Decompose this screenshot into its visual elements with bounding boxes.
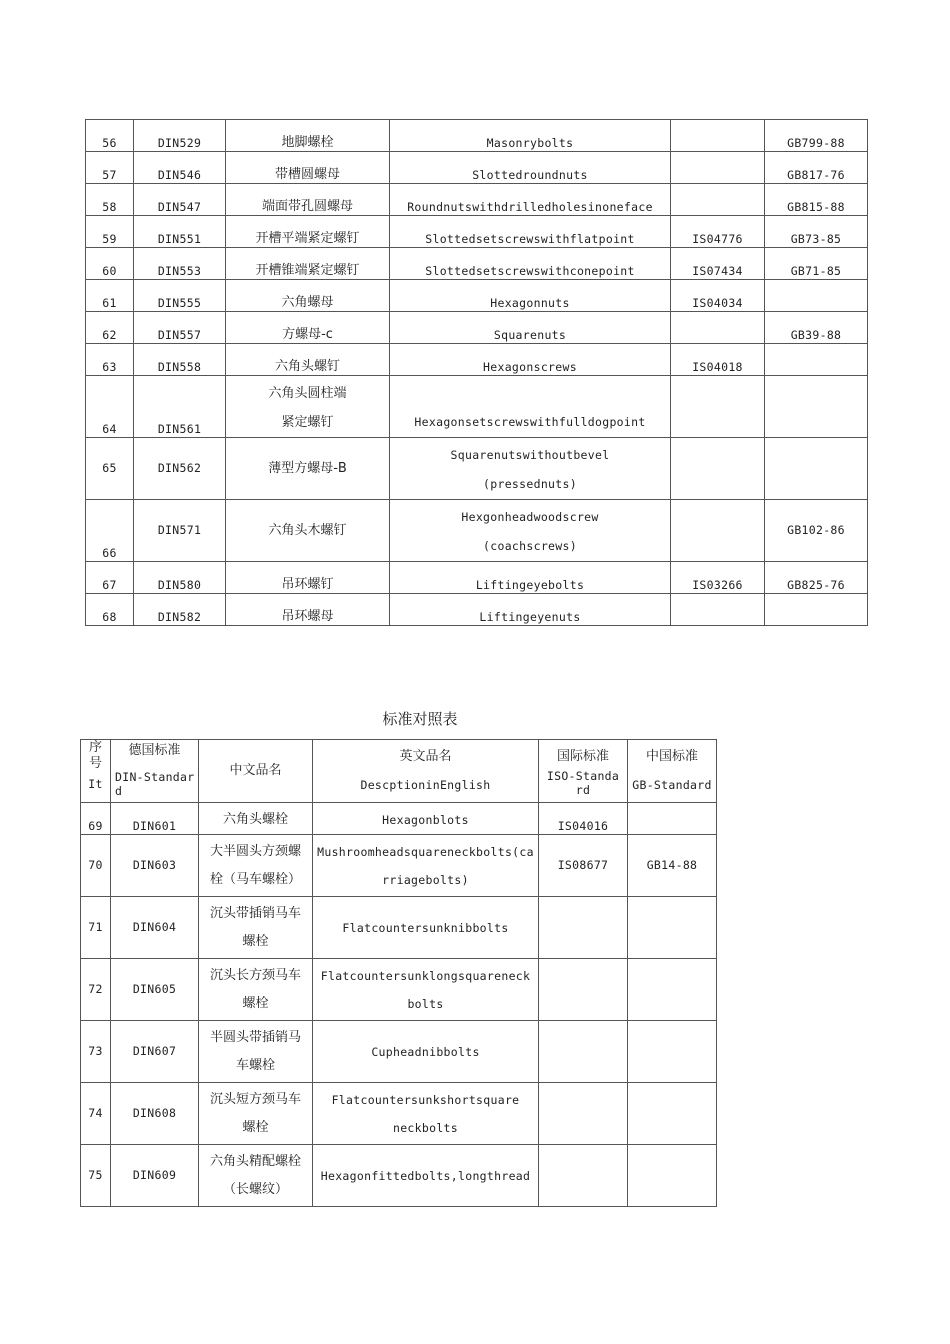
gb-standard: GB817-76: [765, 152, 868, 184]
din-standard: DIN608: [111, 1083, 199, 1145]
english-name: [313, 1083, 539, 1145]
table-row: [86, 152, 868, 184]
header-gb: [628, 740, 717, 803]
chinese-name-line: 沉头长方颈马车: [209, 967, 301, 983]
chinese-name-line: 栓（马车螺栓）: [209, 871, 301, 887]
table-row: [86, 184, 868, 216]
header-iso-en: ISO-Standard: [546, 769, 620, 797]
gb-standard: GB14-88: [628, 835, 717, 897]
din-standard: DIN580: [134, 562, 226, 594]
english-name-line: Hexagonsetscrewswithfulldogpoint: [414, 415, 646, 429]
iso-standard: [671, 594, 765, 626]
iso-standard: [671, 184, 765, 216]
row-no: 60: [86, 248, 134, 280]
gb-standard: GB825-76: [765, 562, 868, 594]
row-no: 73: [81, 1021, 111, 1083]
header-iso-cn: 国际标准: [556, 749, 609, 764]
table-row: [86, 438, 868, 500]
din-standard: DIN562: [134, 438, 226, 500]
english-name-line: Cupheadnibbolts: [371, 1044, 480, 1059]
chinese-name: [199, 897, 313, 959]
din-standard: DIN546: [134, 152, 226, 184]
chinese-name-line: 带槽圆螺母: [274, 167, 340, 183]
din-standard: DIN553: [134, 248, 226, 280]
chinese-name: [226, 500, 390, 562]
row-no: 61: [86, 280, 134, 312]
english-name: [390, 500, 671, 562]
english-name-line: bolts: [407, 996, 444, 1011]
header-no: [81, 740, 111, 803]
english-name-line: Masonrybolts: [486, 136, 574, 151]
english-name-line: Flatcountersunklongsquareneck: [320, 968, 531, 983]
chinese-name: [226, 438, 390, 500]
din-standard: DIN605: [111, 959, 199, 1021]
english-name: [313, 897, 539, 959]
chinese-name-line: 开槽锥端紧定螺钉: [255, 263, 360, 279]
table-row: [81, 1083, 717, 1145]
english-name-line: Slottedroundnuts: [472, 168, 588, 183]
row-no: 75: [81, 1145, 111, 1207]
row-no: 64: [86, 376, 134, 438]
chinese-name: [199, 1145, 313, 1207]
row-no: 69: [81, 803, 111, 835]
english-name-line: Mushroomheadsquareneckbolts(ca: [317, 844, 534, 859]
english-name-line: Slottedsetscrewswithconepoint: [425, 264, 635, 279]
din-standard: DIN582: [134, 594, 226, 626]
english-name-line: Liftingeyenuts: [479, 610, 581, 625]
iso-standard: [671, 120, 765, 152]
iso-standard: [539, 1145, 628, 1207]
standards-table-1-body: [86, 120, 868, 626]
chinese-name-line: 螺栓: [242, 995, 269, 1011]
gb-standard: GB102-86: [765, 500, 868, 562]
gb-standard: [628, 803, 717, 835]
table-row: [81, 803, 717, 835]
english-name: [390, 594, 671, 626]
chinese-name: [199, 1021, 313, 1083]
iso-standard: IS04034: [671, 280, 765, 312]
chinese-name: [226, 216, 390, 248]
gb-standard: GB799-88: [765, 120, 868, 152]
iso-standard: [539, 959, 628, 1021]
iso-standard: IS04016: [539, 803, 628, 835]
gb-standard: [765, 438, 868, 500]
english-name: [390, 312, 671, 344]
english-name-line: (coachscrews): [483, 539, 577, 553]
header-gb-en: GB-Standard: [632, 778, 712, 792]
table-row: [81, 1021, 717, 1083]
chinese-name-line: 六角头木螺钉: [268, 523, 347, 538]
english-name-line: rriagebolts): [382, 872, 469, 887]
chinese-name-line: 半圆头带插销马: [209, 1029, 301, 1045]
header-en-cn: 英文品名: [399, 749, 452, 764]
table-row: [86, 344, 868, 376]
din-standard: DIN603: [111, 835, 199, 897]
iso-standard: [671, 438, 765, 500]
header-en-name: [313, 740, 539, 803]
gb-standard: [628, 1145, 717, 1207]
row-no: 62: [86, 312, 134, 344]
din-standard: DIN547: [134, 184, 226, 216]
english-name: [313, 1145, 539, 1207]
din-standard: DIN561: [134, 376, 226, 438]
chinese-name-line: 螺栓: [242, 1119, 269, 1135]
chinese-name: [226, 152, 390, 184]
chinese-name-line: 六角头螺钉: [274, 359, 340, 375]
gb-standard: GB71-85: [765, 248, 868, 280]
table-row: [81, 959, 717, 1021]
chinese-name-line: 车螺栓: [235, 1057, 275, 1073]
english-name: [313, 803, 539, 835]
chinese-name: [226, 312, 390, 344]
chinese-name: [226, 594, 390, 626]
header-cn-name: 中文品名: [199, 740, 313, 803]
header-en-en: DescptioninEnglish: [360, 778, 491, 792]
english-name: [313, 959, 539, 1021]
row-no: 68: [86, 594, 134, 626]
iso-standard: [671, 152, 765, 184]
row-no: 74: [81, 1083, 111, 1145]
row-no: 58: [86, 184, 134, 216]
english-name-line: Squarenutswithoutbevel: [450, 448, 610, 462]
gb-standard: GB39-88: [765, 312, 868, 344]
iso-standard: [671, 312, 765, 344]
standards-table-2: [80, 739, 717, 1207]
table-row: [86, 280, 868, 312]
chinese-name: [226, 248, 390, 280]
english-name: [390, 184, 671, 216]
standards-table-2-body: [81, 740, 717, 1207]
header-din: [111, 740, 199, 803]
chinese-name-line: 六角头精配螺栓: [209, 1153, 301, 1169]
english-name: [313, 835, 539, 897]
row-no: 66: [86, 500, 134, 562]
english-name-line: neckbolts: [392, 1120, 458, 1135]
iso-standard: [671, 500, 765, 562]
chinese-name: [199, 835, 313, 897]
table-row: [86, 562, 868, 594]
chinese-name-line: （长螺纹）: [222, 1181, 288, 1197]
gb-standard: GB815-88: [765, 184, 868, 216]
english-name: [390, 216, 671, 248]
chinese-name: [226, 562, 390, 594]
english-name: [390, 562, 671, 594]
header-no-cn-1: 序: [88, 740, 102, 755]
gb-standard: [765, 594, 868, 626]
gb-standard: [628, 897, 717, 959]
gb-standard: [628, 959, 717, 1021]
english-name: [390, 120, 671, 152]
chinese-name-line: 紧定螺钉: [281, 415, 334, 430]
din-standard: DIN607: [111, 1021, 199, 1083]
english-name-line: Hexagonnuts: [490, 296, 570, 311]
standards-table-1: [85, 119, 868, 626]
english-name: [390, 280, 671, 312]
din-standard: DIN609: [111, 1145, 199, 1207]
english-name: [390, 344, 671, 376]
row-no: 59: [86, 216, 134, 248]
english-name-line: Hexagonscrews: [483, 360, 577, 375]
chinese-name-line: 大半圆头方颈螺: [209, 843, 301, 859]
row-no: 65: [86, 438, 134, 500]
din-standard: DIN551: [134, 216, 226, 248]
chinese-name-line: 沉头带插销马车: [209, 905, 301, 921]
chinese-name-line: 地脚螺栓: [281, 135, 334, 151]
iso-standard: [671, 376, 765, 438]
english-name-line: Hexagonblots: [382, 813, 469, 827]
table-row: [81, 835, 717, 897]
english-name: [390, 376, 671, 438]
row-no: 67: [86, 562, 134, 594]
row-no: 70: [81, 835, 111, 897]
chinese-name-line: 吊环螺母: [281, 609, 334, 625]
iso-standard: IS08677: [539, 835, 628, 897]
table-row: [81, 1145, 717, 1207]
din-standard: DIN558: [134, 344, 226, 376]
table-row: [86, 376, 868, 438]
row-no: 57: [86, 152, 134, 184]
english-name-line: Slottedsetscrewswithflatpoint: [425, 232, 635, 247]
chinese-name-line: 方螺母-c: [282, 327, 333, 343]
english-name-line: Liftingeyebolts: [475, 578, 585, 593]
english-name: [390, 152, 671, 184]
row-no: 72: [81, 959, 111, 1021]
chinese-name-line: 螺栓: [242, 933, 269, 949]
english-name-line: Squarenuts: [493, 328, 567, 343]
chinese-name-line: 沉头短方颈马车: [209, 1091, 301, 1107]
gb-standard: [765, 376, 868, 438]
table-title: 标准对照表: [382, 710, 458, 728]
header-gb-cn: 中国标准: [645, 749, 698, 764]
din-standard: DIN604: [111, 897, 199, 959]
english-name-line: Flatcountersunkshortsquare: [331, 1092, 520, 1107]
chinese-name: [199, 959, 313, 1021]
iso-standard: IS07434: [671, 248, 765, 280]
table-row: [86, 120, 868, 152]
din-standard: DIN571: [134, 500, 226, 562]
table-row: [81, 897, 717, 959]
iso-standard: [539, 1021, 628, 1083]
chinese-name-line: 吊环螺钉: [281, 577, 334, 593]
english-name-line: (pressednuts): [483, 477, 577, 491]
gb-standard: [765, 280, 868, 312]
chinese-name: [199, 1083, 313, 1145]
header-no-en: It: [88, 777, 103, 791]
chinese-name-line: 六角头圆柱端: [268, 386, 347, 401]
chinese-name: [226, 120, 390, 152]
table-row: [86, 594, 868, 626]
table-row: [86, 312, 868, 344]
english-name-line: Flatcountersunknibbolts: [342, 920, 509, 935]
chinese-name-line: 六角头螺栓: [222, 812, 288, 827]
english-name-line: Hexagonfittedbolts,longthread: [320, 1168, 531, 1183]
header-no-cn-2: 号: [88, 756, 102, 771]
table-header-row: [81, 740, 717, 803]
chinese-name: [226, 280, 390, 312]
gb-standard: [765, 344, 868, 376]
chinese-name-line: 端面带孔圆螺母: [261, 199, 353, 215]
table-row: [86, 216, 868, 248]
din-standard: DIN529: [134, 120, 226, 152]
gb-standard: [628, 1083, 717, 1145]
chinese-name: [226, 376, 390, 438]
chinese-name-line: 薄型方螺母-B: [268, 461, 347, 476]
chinese-name-line: 六角螺母: [281, 295, 334, 311]
row-no: 63: [86, 344, 134, 376]
chinese-name: [226, 344, 390, 376]
english-name: [390, 438, 671, 500]
header-din-en: DIN-Standard: [115, 770, 195, 798]
header-din-cn: 德国标准: [128, 743, 181, 758]
din-standard: DIN601: [111, 803, 199, 835]
english-name-line: Hexgonheadwoodscrew: [461, 510, 599, 524]
chinese-name: [199, 803, 313, 835]
table-row: [86, 500, 868, 562]
gb-standard: [628, 1021, 717, 1083]
row-no: 71: [81, 897, 111, 959]
iso-standard: [539, 1083, 628, 1145]
iso-standard: IS03266: [671, 562, 765, 594]
iso-standard: IS04776: [671, 216, 765, 248]
iso-standard: IS04018: [671, 344, 765, 376]
row-no: 56: [86, 120, 134, 152]
english-name-line: Roundnutswithdrilledholesinoneface: [407, 200, 653, 215]
din-standard: DIN557: [134, 312, 226, 344]
english-name: [390, 248, 671, 280]
chinese-name: [226, 184, 390, 216]
table-row: [86, 248, 868, 280]
din-standard: DIN555: [134, 280, 226, 312]
english-name: [313, 1021, 539, 1083]
chinese-name-line: 开槽平端紧定螺钉: [255, 231, 360, 247]
gb-standard: GB73-85: [765, 216, 868, 248]
iso-standard: [539, 897, 628, 959]
header-iso: [539, 740, 628, 803]
